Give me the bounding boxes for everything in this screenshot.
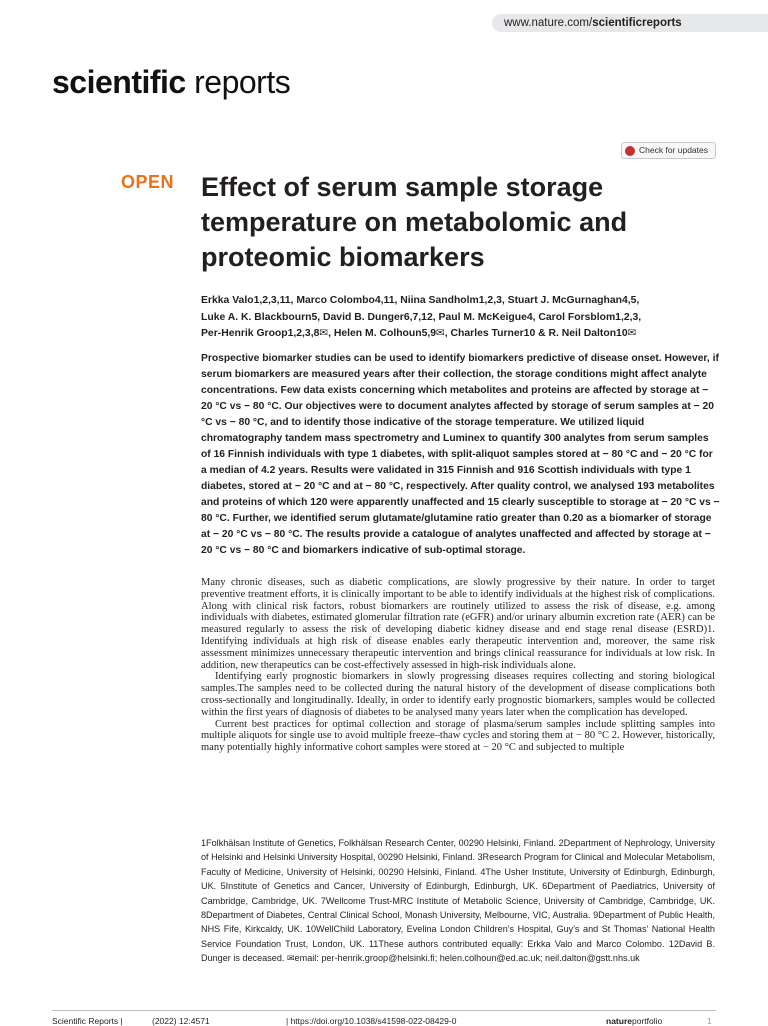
footer-doi-link[interactable]: | https://doi.org/10.1038/s41598-022-08429-0 xyxy=(286,1016,457,1026)
check-for-updates-button[interactable] xyxy=(621,142,716,159)
footer-divider xyxy=(52,1010,716,1011)
body-paragraph-3: Current best practices for optimal collection and storage of plasma/serum samples include splitting samples into multiple aliquots for single use to avoid multiple freeze–thaw cycles and storing them at − 80 °C 2. However, historically, many potentially highly informative cohort samples were stored at − 20 °C and subjected to multiple xyxy=(201,718,715,754)
body-paragraph-2: Identifying early prognostic biomarkers in slowly progressing diseases requires collecting and storing biological samples.The samples need to be collected during the natural history of the development of disease complications both cross-sectionally and longitudinally. Ideally, in order to identify early prognostic biomarkers, samples would be collected within the first years of diagnosis of diabetes to be analysed many years later when the complication has developed. xyxy=(201,671,715,718)
footer-journal: Scientific Reports | xyxy=(52,1016,123,1026)
journal-url-banner[interactable] xyxy=(492,14,768,32)
footer-year-volume: (2022) 12:4571 xyxy=(152,1016,210,1026)
logo-light: portfolio xyxy=(631,1016,663,1026)
article-title: Effect of serum sample storage temperature on metabolomic and proteomic biomarkers xyxy=(201,172,628,272)
body-text xyxy=(201,577,715,754)
page-number: 1 xyxy=(707,1016,712,1026)
open-access-label: OPEN xyxy=(121,172,175,192)
crossmark-icon xyxy=(625,146,635,156)
affiliations: 1Folkhälsan Institute of Genetics, Folkhälsan Research Center, 00290 Helsinki, Finland. 2Department of Nephrology, University of Helsinki and Helsinki University Hospital, 00290 Helsinki, Finland. 3Research Program for Clinical and Molecular Metabolism, Faculty of Medicine, University of Helsinki, 00290 Helsinki, Finland. 4The Usher Institute, University of Edinburgh, Edinburgh, UK. 5Institute of Genetics and Cancer, University of Edinburgh, Edinburgh, UK. 6Department of Paediatrics, University of Cambridge, Cambridge, UK. 7Wellcome Trust-MRC Institute of Metabolic Science, University of Cambridge, Cambridge, UK. 8Department of Diabetes, Central Clinical School, Monash University, Melbourne, VIC, Australia. 9Department of Public Health, NHS Fife, Kirkcaldy, UK. 10WellChild Laboratory, Evelina London Children's Hospital, Guy's and St Thomas' National Health Service Foundation Trust, London, UK. 11These authors contributed equally: Erkka Valo and Marco Colombo. 12David B. Dunger is deceased. ✉email: per-henrik.groop@helsinki.fi; helen.colhoun@ed.ac.uk; neil.dalton@gstt.nhs.uk xyxy=(201,838,716,964)
check-updates-label: Check for updates xyxy=(639,145,708,155)
logo-bold: nature xyxy=(606,1016,632,1026)
journal-url-rest: scientificreports xyxy=(592,17,682,29)
brand-bold: scientific xyxy=(52,64,186,100)
author-line-3: Per-Henrik Groop1,2,3,8✉, Helen M. Colhoun5,9✉, Charles Turner10 & R. Neil Dalton10✉ xyxy=(201,328,637,339)
abstract: Prospective biomarker studies can be used to identify biomarkers predictive of disease onset. However, if serum biomarkers are measured years after their collection, the storage conditions might affect analyte concentrations. Few data exists concerning which metabolites and proteins are affected by storage at − 20 °C vs − 80 °C. Our objectives were to document analytes affected by storage of serum samples at − 20 °C vs − 80 °C, and to identify those indicative of the storage temperature. We utilized liquid chromatography tandem mass spectrometry and Luminex to quantify 300 analytes from serum samples of 16 Finnish individuals with type 1 diabetes, with split-aliquot samples stored at − 80 °C and − 20 °C for a median of 4.2 years. Results were validated in 315 Finnish and 916 Scottish individuals with type 1 diabetes, stored at − 20 °C and at − 80 °C, respectively. After quality control, we analysed 193 metabolites and proteins of which 120 were apparently unaffected and 15 clearly susceptible to storage at − 20 °C vs − 80 °C. Further, we identified serum glutamate/glutamine ratio greater than 0.20 as a biomarker of storage at − 20 °C vs − 80 °C. The results provide a catalogue of analytes unaffected and affected by storage at − 20 °C vs − 80 °C and biomarkers indicative of sub-optimal storage. xyxy=(201,353,720,556)
body-paragraph-1: Many chronic diseases, such as diabetic complications, are slowly progressive by their nature. In order to target preventive treatment efforts, it is clinically important to be able to identify individuals at the highest risk of complications. Along with clinical risk factors, robust biomarkers are routinely utilized to assess the risk of disease, e.g. among individuals with diabetes, estimated glomerular filtration rate (eGFR) and/or urinary albumin excretion rate (AER) can be measured regularly to assess the risk of developing diabetic kidney disease and end stage renal disease (ESRD)1. Identifying individuals at high risk of disease enables early therapeutic intervention and, moreover, the same risk assessment minimizes unnecessary therapeutic intervention and brings clinical reassurance for individuals at low risk. In addition, new therapeutics can be cost-effectively assessed in high-risk individuals alone. xyxy=(201,577,715,671)
author-line-2: Luke A. K. Blackbourn5, David B. Dunger6,7,12, Paul M. McKeigue4, Carol Forsblom1,2,3, xyxy=(201,311,642,323)
author-list xyxy=(201,293,701,343)
journal-url-prefix: www.nature.com/ xyxy=(504,17,593,29)
journal-brand[interactable] xyxy=(52,62,290,102)
brand-light: reports xyxy=(185,64,291,100)
nature-portfolio-logo xyxy=(606,1016,662,1026)
author-line-1: Erkka Valo1,2,3,11, Marco Colombo4,11, Niina Sandholm1,2,3, Stuart J. McGurnaghan4,5, xyxy=(201,295,640,306)
